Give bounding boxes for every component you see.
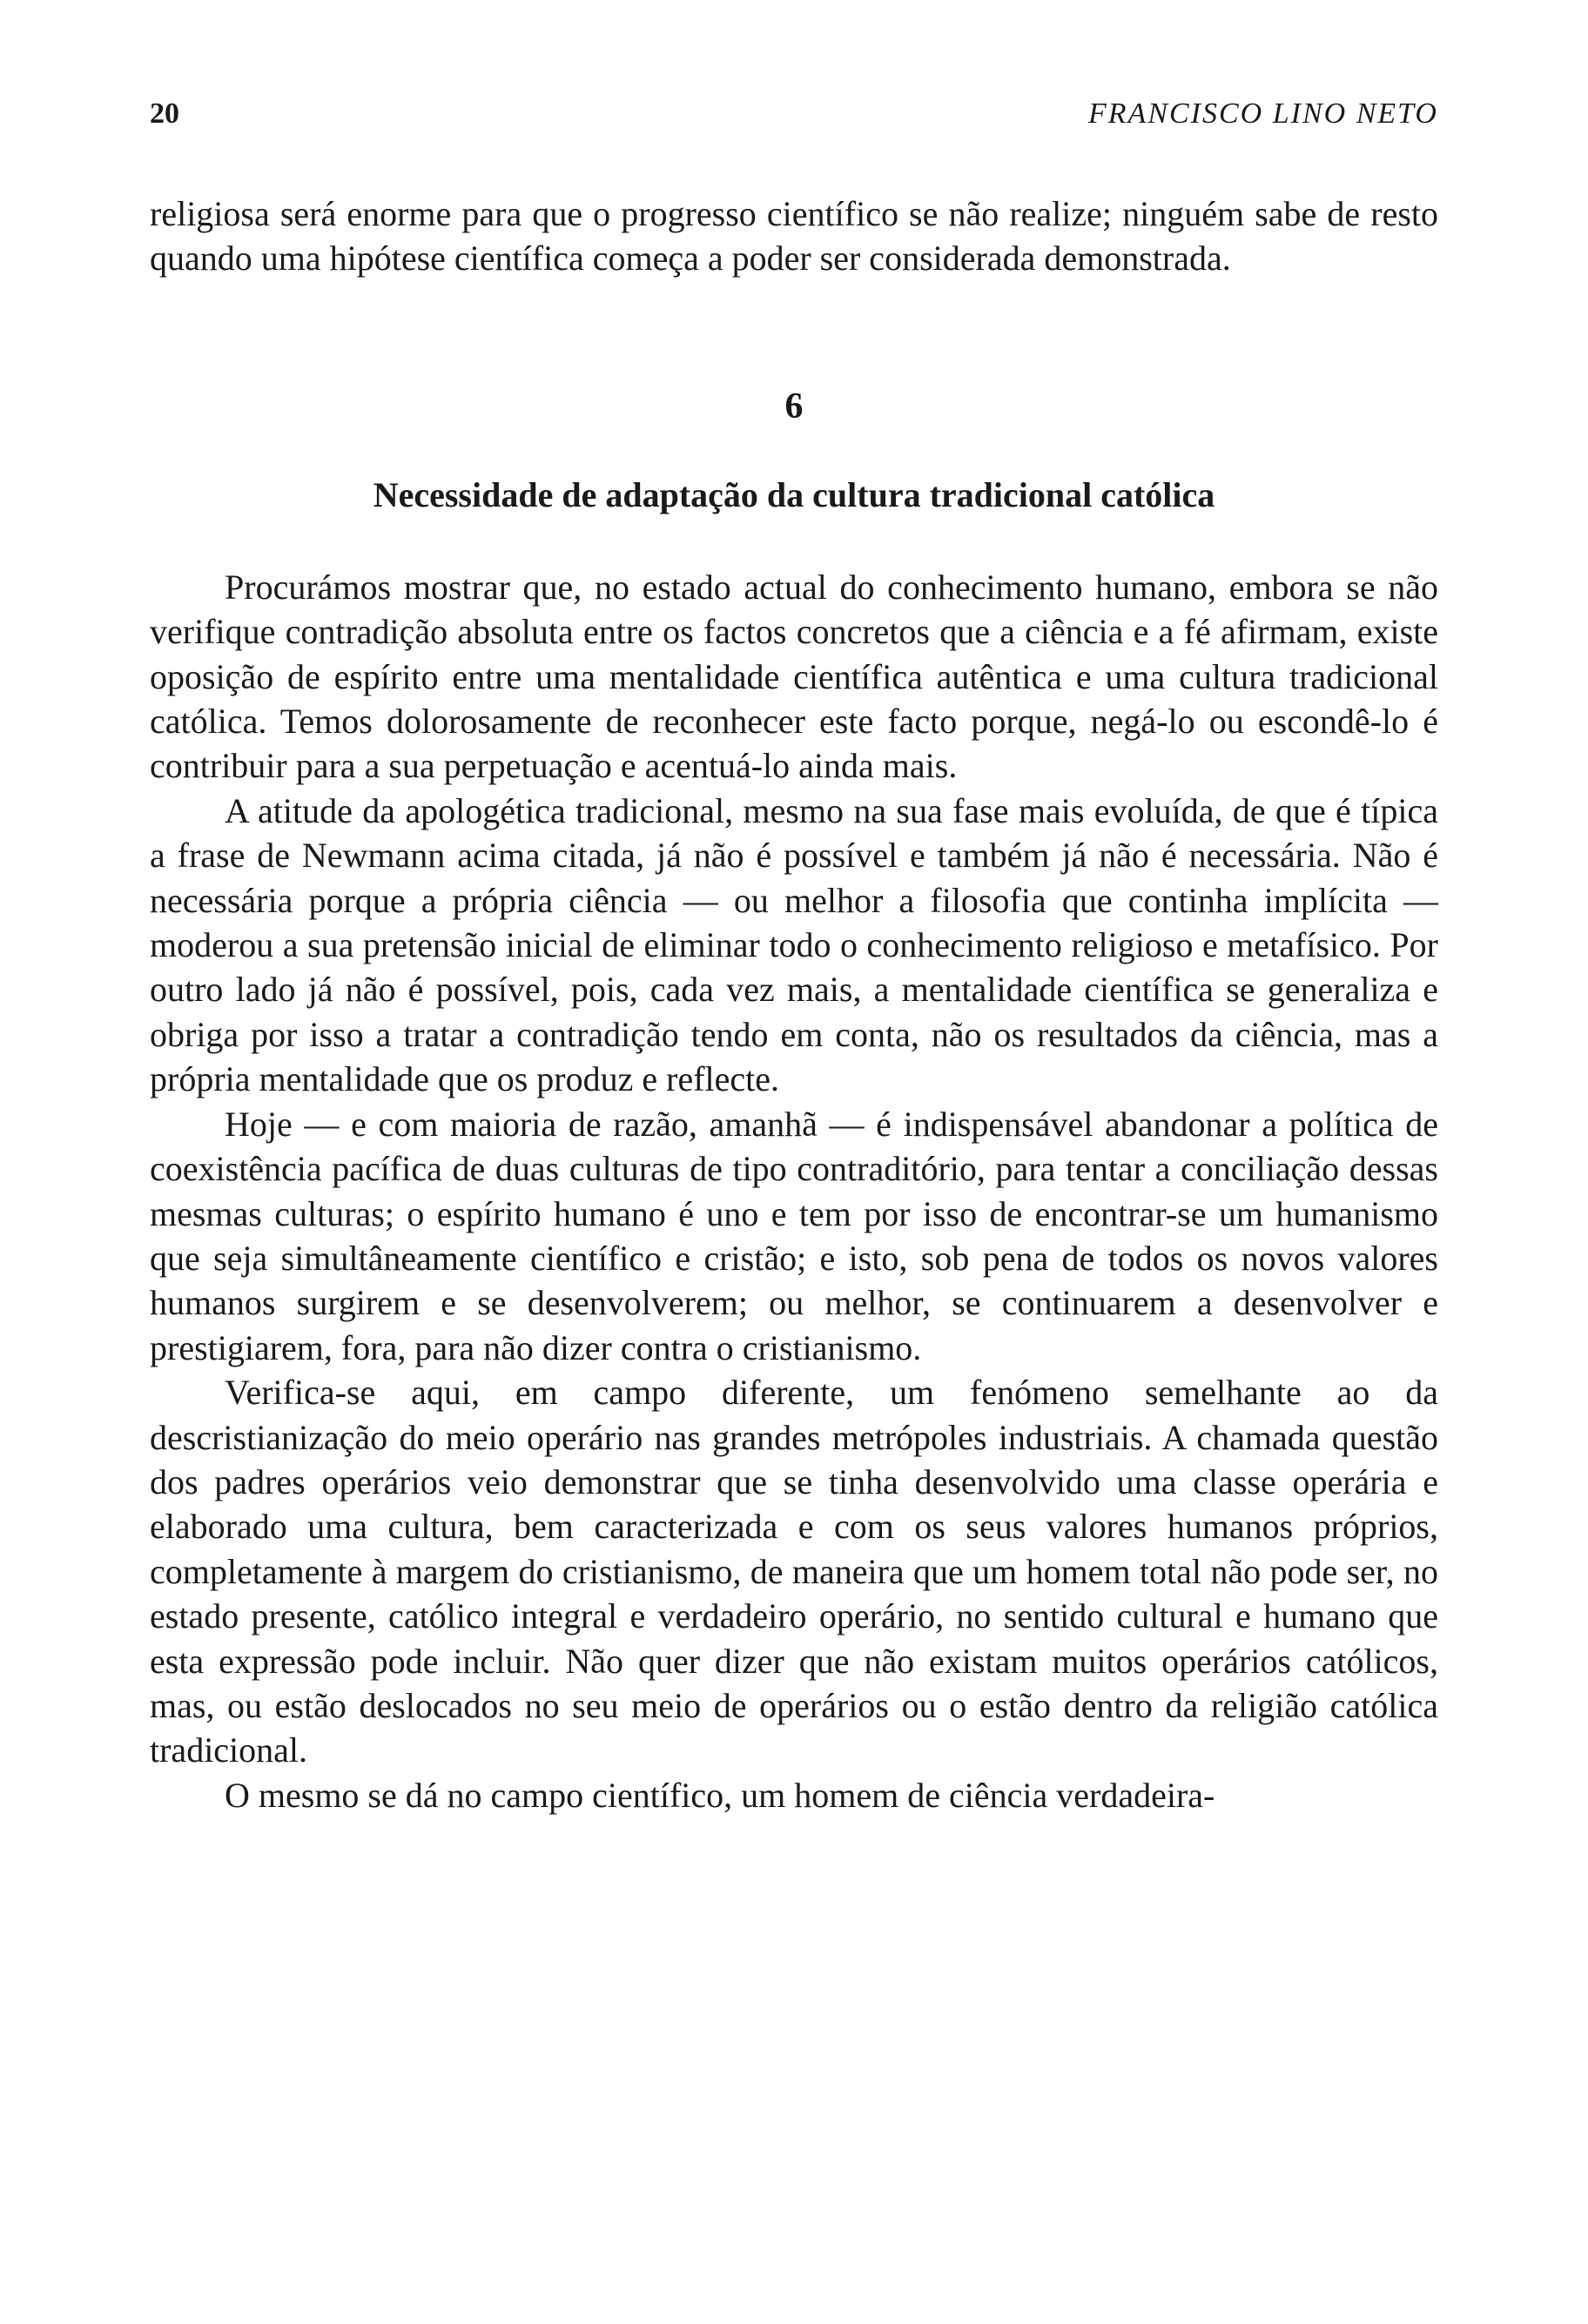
paragraph: Procurámos mostrar que, no estado actual do conhecimento humano, embora se não verifique contradição absoluta entre os factos concretos que a ciência e a fé afirmam, existe oposição de espírito entre uma mentalidade científica autêntica e uma cultura tradicional católica. Temos dolorosamente de reconhecer este facto porque, negá-lo ou escondê-lo é contribuir para a sua perpetuação e acentuá-lo ainda mais.	[150, 567, 1438, 786]
paragraph: Verifica-se aqui, em campo diferente, um fenómeno semelhante ao da descristianização do meio operário nas grandes metrópoles industriais. A chamada questão dos padres operários veio demonstrar que se tinha desenvolvido uma classe operária e elaborado uma cultura, bem caracterizada e com os seus valores humanos próprios, completamente à margem do cristianismo, de maneira que um homem total não pode ser, no estado presente, católico integral e verdadeiro operário, no sentido cultural e humano que esta expressão pode incluir. Não quer dizer que não existam muitos operários católicos, mas, ou estão deslocados no seu meio de operários ou o estão dentro da religião católica tradicional.	[150, 1373, 1438, 1770]
book-page	[150, 97, 1438, 1817]
section-title: Necessidade de adaptação da cultura tradicional católica	[373, 474, 1215, 514]
paragraph: A atitude da apologética tradicional, mesmo na sua fase mais evoluída, de que é típica a frase de Newmann acima citada, já não é possível e também já não é necessária. Não é necessária porque a própria ciência — ou melhor a filosofia que continha implícita — moderou a sua pretensão inicial de eliminar todo o conhecimento religioso e metafísico. Por outro lado já não é possível, pois, cada vez mais, a mentalidade científica se generaliza e obriga por isso a tratar a contradição tendo em conta, não os resultados da ciência, mas a própria mentalidade que os produz e reflecte.	[150, 790, 1438, 1099]
paragraph-continues: O mesmo se dá no campo científico, um homem de ciência verdadeira-	[225, 1775, 1215, 1815]
paragraph-continuation: religiosa será enorme para que o progresso científico se não realize; ninguém sabe de resto quando uma hipótese científica começa a poder ser considerada demonstrada.	[150, 194, 1438, 279]
running-head-author: FRANCISCO LINO NETO	[1088, 97, 1438, 130]
page-number: 20	[150, 97, 179, 130]
paragraph: Hoje — e com maioria de razão, amanhã — é indispensável abandonar a política de coexistência pacífica de duas culturas de tipo contraditório, para tentar a conciliação dessas mesmas culturas; o espírito humano é uno e tem por isso de encontrar-se um humanismo que seja simultâneamente científico e cristão; e isto, sob pena de todos os novos valores humanos surgirem e se desenvolverem; ou melhor, se continuarem a desenvolver e prestigiarem, fora, para não dizer contra o cristianismo.	[150, 1104, 1438, 1367]
section-number: 6	[784, 386, 804, 427]
body-text	[150, 191, 1438, 1817]
running-header	[150, 97, 1438, 141]
